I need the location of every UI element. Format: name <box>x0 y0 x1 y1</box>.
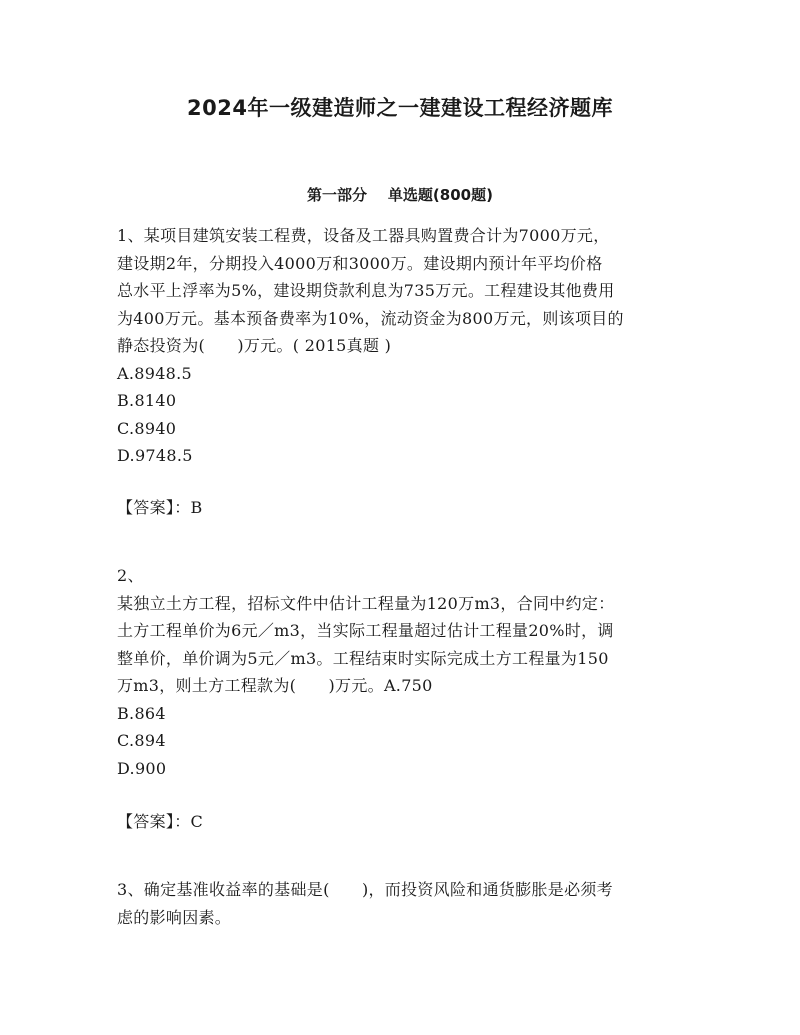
question-line: 总水平上浮率为5%，建设期贷款利息为735万元。工程建设其他费用 <box>117 281 615 300</box>
question-line: 某独立土方工程，招标文件中估计工程量为120万m3，合同中约定： <box>117 593 615 613</box>
option-a: A.8948.5 <box>117 363 193 383</box>
question-line: 2、 <box>117 566 144 585</box>
question-1 <box>117 222 687 470</box>
option-b: B.864 <box>117 703 166 723</box>
option-d: D.9748.5 <box>117 446 193 465</box>
question-line: 为400万元。基本预备费率为10%，流动资金为800万元，则该项目的 <box>117 308 624 328</box>
question-2 <box>117 562 687 782</box>
answer-text: 【答案】：B <box>117 498 203 517</box>
option-b: B.8140 <box>117 391 177 410</box>
section-title: 第一部分 单选题(800题) <box>307 186 493 204</box>
question-line: 万m3，则土方工程款为( )万元。A.750 <box>117 676 433 695</box>
document-title: 2024年一级建造师之一建建设工程经济题库 <box>187 96 613 120</box>
question-line: 3、确定基准收益率的基础是( )，而投资风险和通货膨胀是必须考 <box>117 880 613 899</box>
option-c: C.894 <box>117 731 166 750</box>
answer-1 <box>117 494 687 522</box>
question-line: 静态投资为( )万元。( 2015真题 ) <box>117 336 392 355</box>
question-line: 整单价，单价调为5元／m3。工程结束时实际完成土方工程量为150 <box>117 648 609 668</box>
option-d: D.900 <box>117 758 167 778</box>
question-3 <box>117 876 687 931</box>
question-line: 土方工程单价为6元／m3，当实际工程量超过估计工程量20%时，调 <box>117 621 614 640</box>
option-c: C.8940 <box>117 418 177 438</box>
question-line: 虑的影响因素。 <box>117 907 232 927</box>
answer-2 <box>117 808 687 836</box>
question-line: 建设期2年，分期投入4000万和3000万。建设期内预计年平均价格 <box>117 253 603 273</box>
question-line: 1、某项目建筑安装工程费，设备及工器具购置费合计为7000万元， <box>117 226 610 245</box>
answer-text: 【答案】：C <box>117 812 204 831</box>
